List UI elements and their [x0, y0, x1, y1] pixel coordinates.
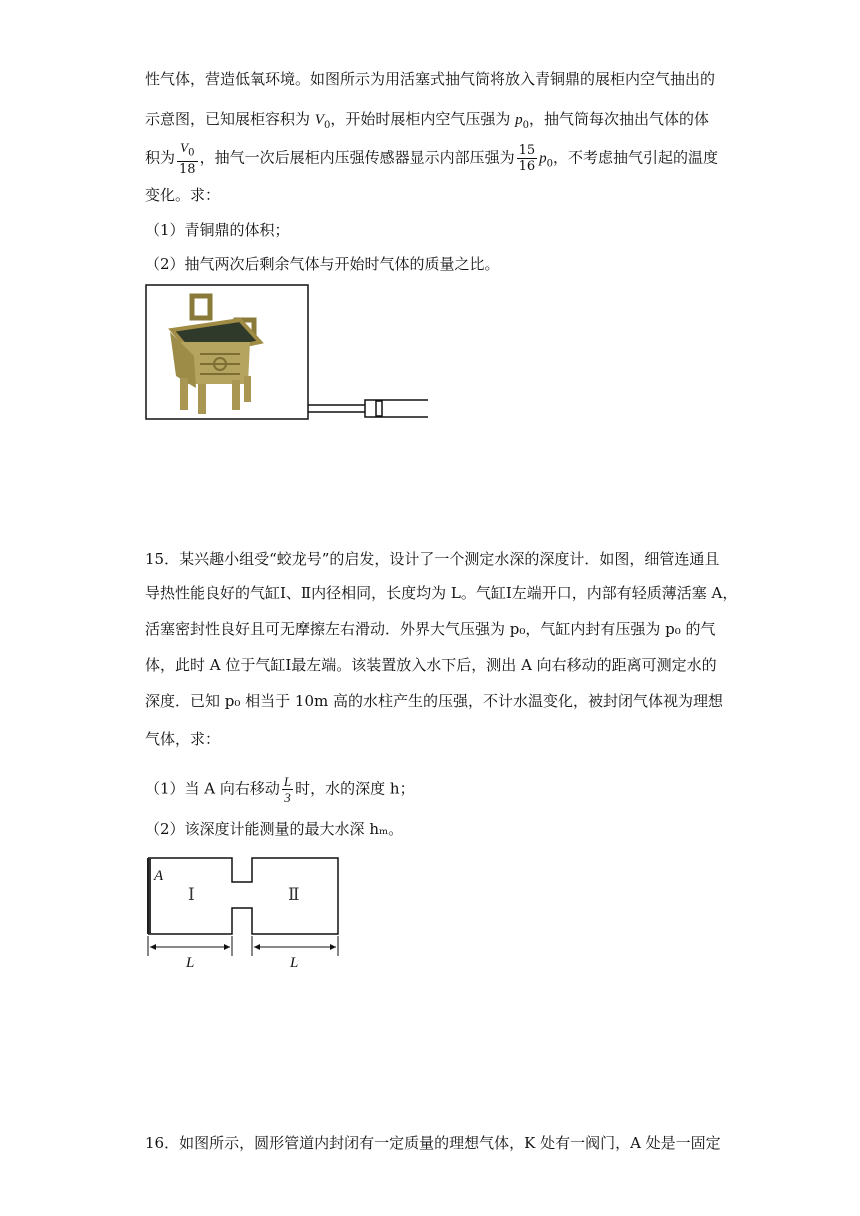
pump-cylinder: [365, 400, 428, 417]
q14-line-4: 变化。求：: [145, 186, 221, 204]
pump-piston: [376, 401, 382, 416]
q14-line-3: 积为 $\frac{V_0}{18}$ ，抽气一次后展柜内压强传感器显示内部压强为 $\frac{15}{16}$ $p_0$，不考虑抽气引起的温度: [145, 140, 719, 177]
label-cylinder-two: Ⅱ: [288, 885, 300, 904]
label-cylinder-one: Ⅰ: [188, 885, 195, 904]
cylinder-one: [148, 858, 338, 934]
label-dim-left: L: [186, 955, 195, 971]
q14-line-2: 示意图，已知展柜容积为 $V_0$，开始时展柜内空气压强为 $p_0$，抽气筒每次抽出气体的体: [145, 110, 709, 131]
display-cabinet-figure: [140, 280, 440, 430]
q14-line-1: 性气体，营造低氧环境。如图所示为用活塞式抽气筒将放入青铜鼎的展柜内空气抽出的: [145, 70, 716, 88]
depth-gauge-figure: [140, 852, 350, 972]
q15-line-5: 深度．已知 p₀ 相当于 10m 高的水柱产生的压强，不计水温变化，被封闭气体视为理想: [145, 692, 724, 710]
fraction-15-over-16: $\frac{15}{16}$: [518, 142, 536, 174]
q15-sub-2: （2）该深度计能测量的最大水深 hₘ。: [145, 820, 404, 838]
connecting-tube: [308, 405, 365, 412]
q15-line-4: 体，此时 A 位于气缸Ⅰ最左端。该装置放入水下后，测出 A 向右移动的距离可测定水的: [145, 656, 717, 674]
q15-line-3: 活塞密封性良好且可无摩擦左右滑动．外界大气压强为 p₀，气缸内封有压强为 p₀ 的气: [145, 620, 716, 638]
label-a: A: [154, 868, 164, 884]
fraction-l-over-3: $\frac{L}{3}$: [283, 774, 292, 805]
q15-line-1: 15．某兴趣小组受“蛟龙号”的启发，设计了一个测定水深的深度计．如图，细管连通且: [145, 550, 720, 568]
q16-line-1: 16．如图所示，圆形管道内封闭有一定质量的理想气体，K 处有一阀门，A 处是一固定: [145, 1134, 721, 1152]
q15-line-6: 气体，求：: [145, 730, 221, 748]
q14-sub-2: （2）抽气两次后剩余气体与开始时气体的质量之比。: [145, 255, 500, 273]
bronze-ding-icon: [170, 296, 260, 414]
label-dim-right: L: [290, 955, 299, 971]
fraction-v0-over-18: $\frac{V_0}{18}$: [179, 140, 196, 177]
q15-sub-1: （1）当 A 向右移动 $\frac{L}{3}$ 时，水的深度 h；: [145, 774, 415, 805]
q15-line-2: 导热性能良好的气缸Ⅰ、Ⅱ内径相同，长度均为 L。气缸Ⅰ左端开口，内部有轻质薄活塞 A，: [145, 584, 738, 602]
q14-sub-1: （1）青铜鼎的体积；: [145, 221, 290, 239]
